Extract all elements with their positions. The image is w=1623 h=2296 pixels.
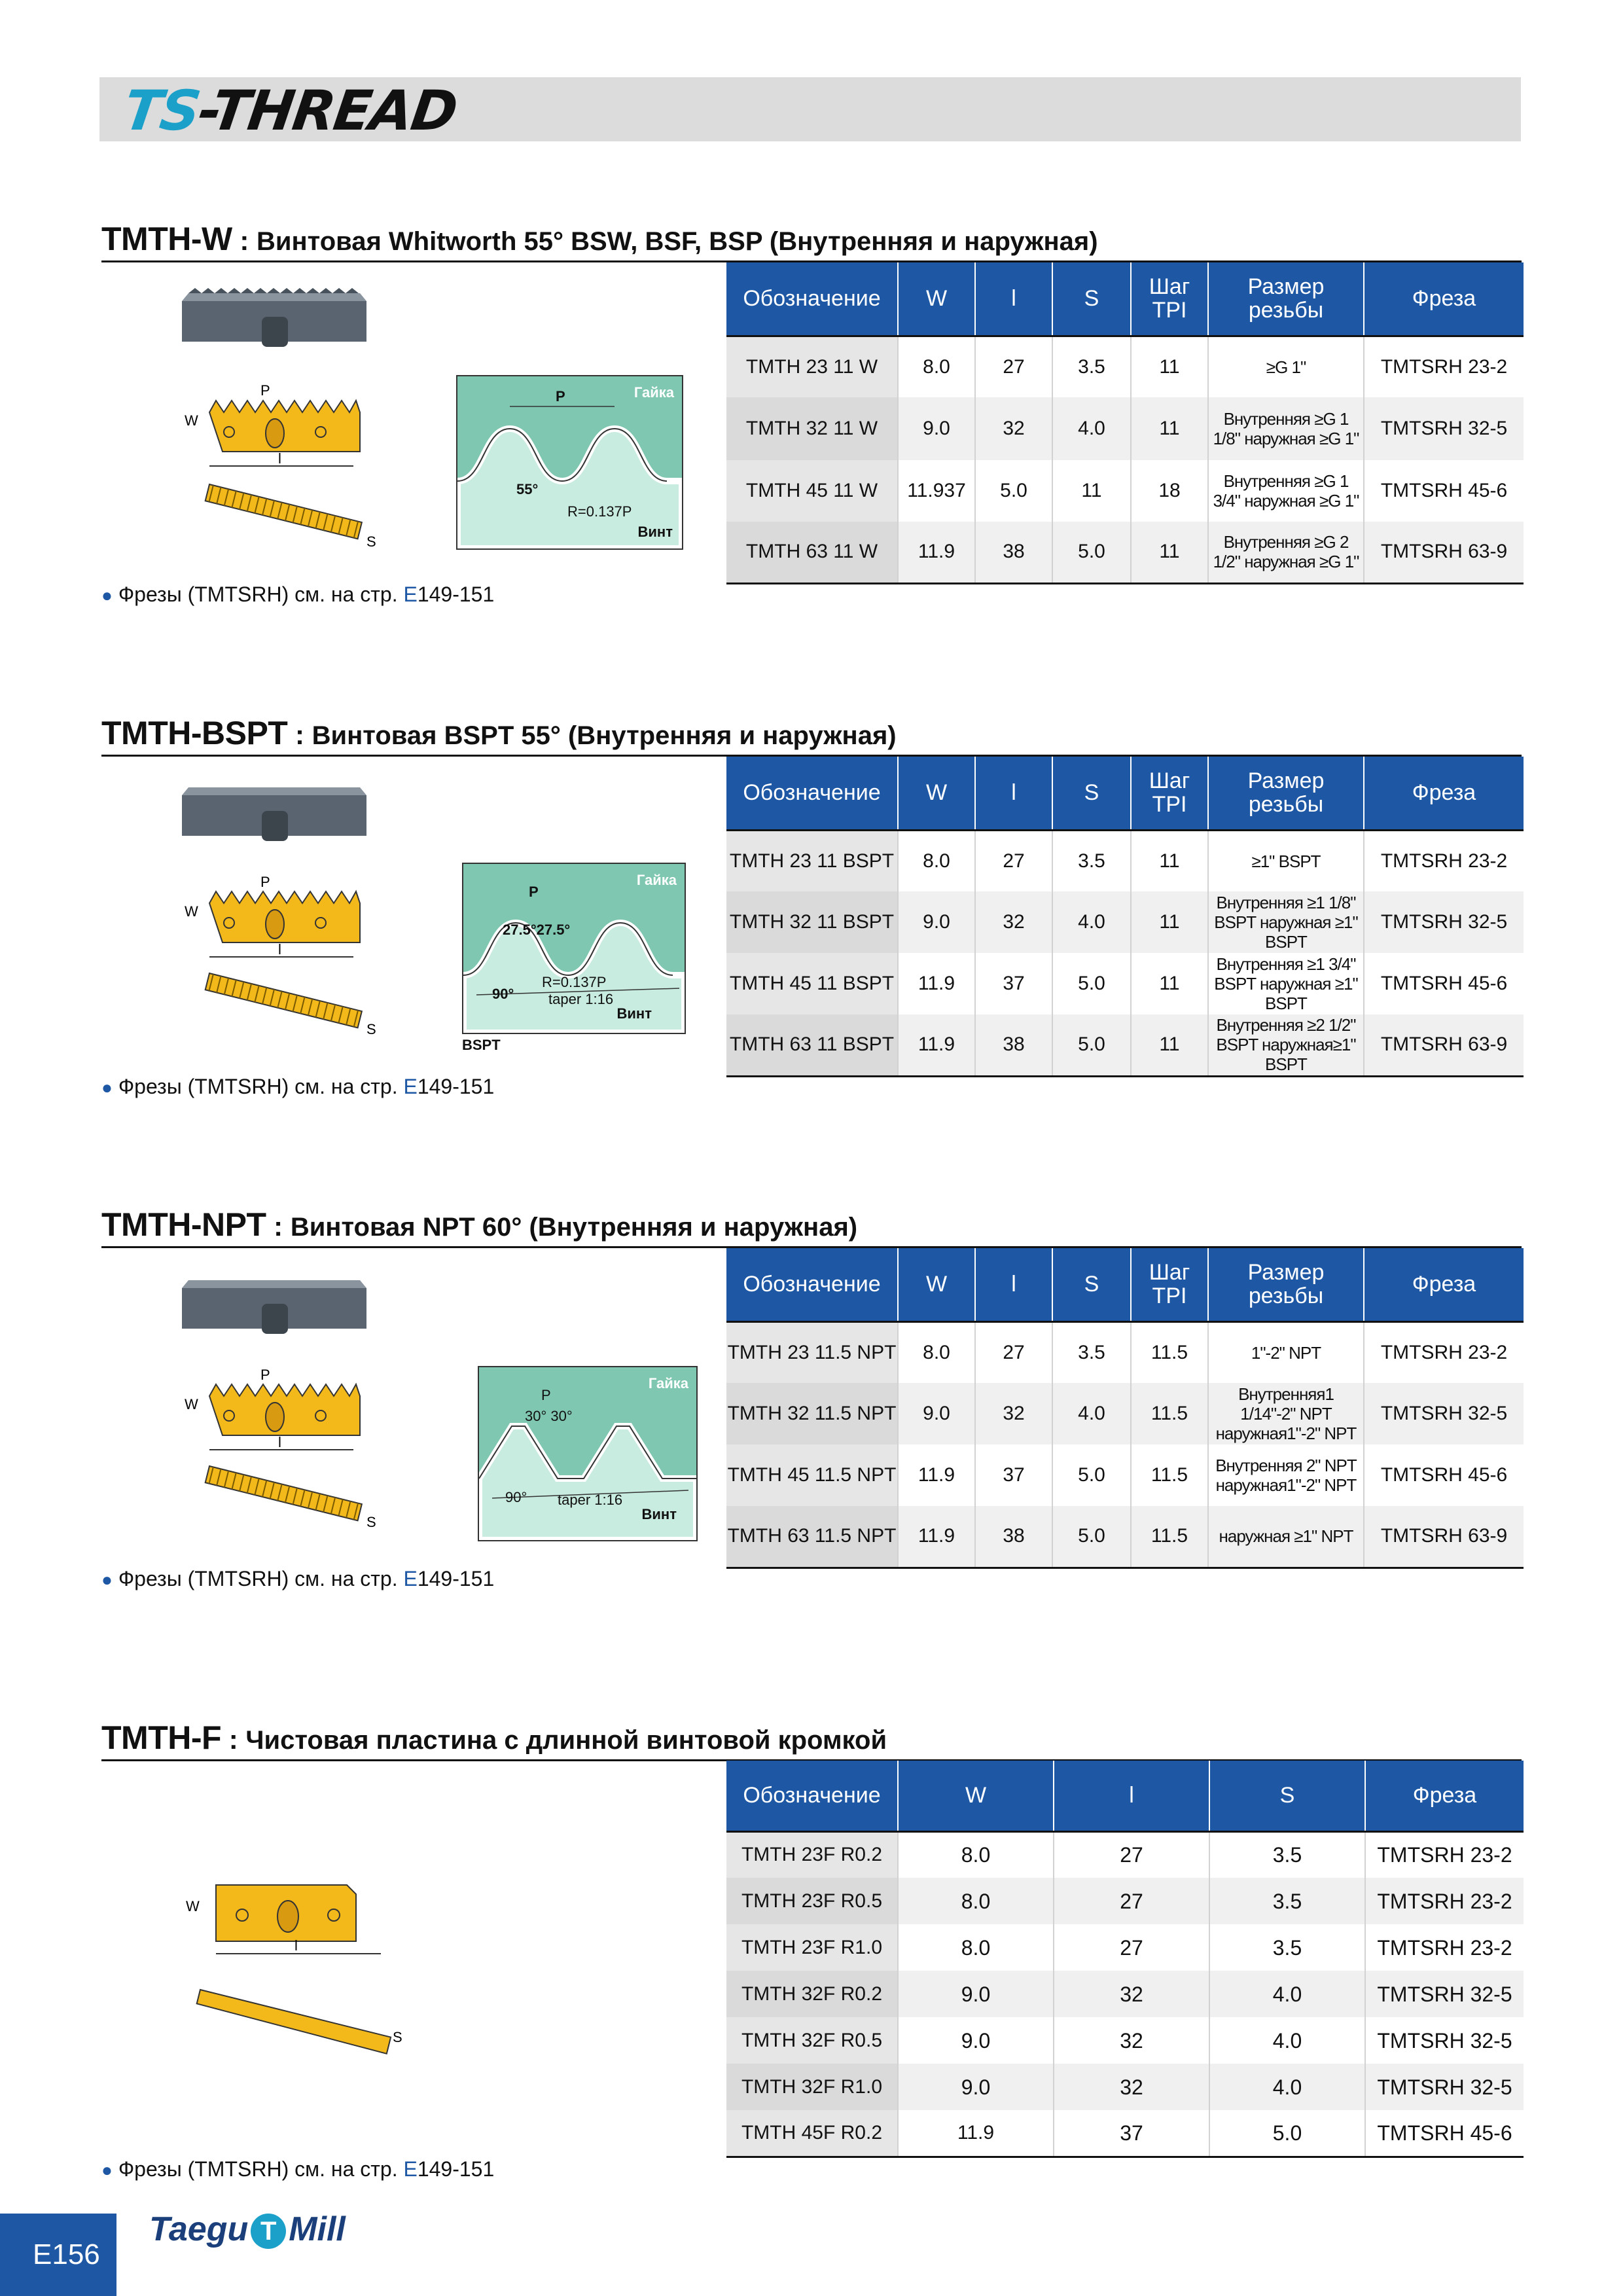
insert-yellow-front bbox=[209, 891, 360, 942]
col-cutter: Фреза bbox=[1365, 1761, 1524, 1831]
tmth-npt-insert-drawing bbox=[170, 1275, 380, 1556]
col-thread-size: Размер резьбы bbox=[1208, 1248, 1364, 1321]
col-designation: Обозначение bbox=[726, 757, 898, 830]
table-row: TMTH 45F R0.2 11.9 37 5.0 TMTSRH 45-6 bbox=[726, 2110, 1524, 2157]
bspt-caption: BSPT bbox=[462, 1037, 501, 1053]
tmth-w-insert-drawing bbox=[170, 288, 380, 576]
col-cutter: Фреза bbox=[1364, 262, 1524, 336]
insert-yellow-front bbox=[209, 1384, 360, 1435]
footnote-tmth-w: ● Фрезы (TMTSRH) см. на стр. E149-151 bbox=[101, 583, 495, 606]
insert-side-strip bbox=[196, 1990, 391, 2054]
table-row: TMTH 23F R0.5 8.0 27 3.5 TMTSRH 23-2 bbox=[726, 1878, 1524, 1924]
section-title-tmth-bspt: TMTH-BSPT : Винтовая BSPT 55° (Внутренняя и наружная) bbox=[101, 714, 1522, 757]
footnote-tmth-bspt: ● Фрезы (TMTSRH) см. на стр. E149-151 bbox=[101, 1075, 495, 1098]
page-number: E156 bbox=[33, 2238, 100, 2270]
table-row: TMTH 32 11 BSPT 9.0 32 4.0 11 Внутренняя ≥1 1/8" BSPT наружная ≥1" BSPT TMTSRH 32-5 bbox=[726, 891, 1524, 953]
table-row: TMTH 63 11 BSPT 11.9 38 5.0 11 Внутренняя ≥2 1/2" BSPT наружная≥1" BSPT TMTSRH 63-9 bbox=[726, 1014, 1524, 1076]
svg-text:P: P bbox=[260, 1367, 270, 1383]
col-tpi: Шаг TPI bbox=[1131, 262, 1208, 336]
svg-text:l: l bbox=[278, 450, 281, 467]
table-tmth-w bbox=[726, 262, 1524, 584]
table-row: TMTH 23 11 W 8.0 27 3.5 11 ≥G 1" TMTSRH 23-2 bbox=[726, 336, 1524, 397]
svg-text:S: S bbox=[393, 2029, 402, 2045]
col-designation: Обозначение bbox=[726, 262, 898, 336]
insert-3d-icon bbox=[182, 1280, 366, 1334]
col-cutter: Фреза bbox=[1364, 757, 1524, 830]
table-row: TMTH 45 11 BSPT 11.9 37 5.0 11 Внутренняя ≥1 3/4" BSPT наружная ≥1" BSPT TMTSRH 45-6 bbox=[726, 953, 1524, 1014]
table-row: TMTH 32F R1.0 9.0 32 4.0 TMTSRH 32-5 bbox=[726, 2064, 1524, 2110]
ts-thread-logo: TS-THREAD bbox=[120, 79, 461, 143]
col-s: S bbox=[1052, 262, 1131, 336]
table-row: TMTH 32 11 W 9.0 32 4.0 11 Внутренняя ≥G 1 1/8" наружная ≥G 1" TMTSRH 32-5 bbox=[726, 397, 1524, 460]
table-tmth-f bbox=[726, 1761, 1524, 2158]
col-thread-size: Размер резьбы bbox=[1208, 262, 1364, 336]
svg-text:l: l bbox=[278, 941, 281, 958]
svg-text:W: W bbox=[186, 1898, 200, 1914]
table-row: TMTH 45 11.5 NPT 11.9 37 5.0 11.5 Внутренняя 2" NPT наружная1"-2" NPT TMTSRH 45-6 bbox=[726, 1444, 1524, 1506]
table-row: TMTH 32F R0.2 9.0 32 4.0 TMTSRH 32-5 bbox=[726, 1971, 1524, 2017]
insert-3d-icon bbox=[182, 288, 366, 347]
table-row: TMTH 63 11.5 NPT 11.9 38 5.0 11.5 наружная ≥1" NPT TMTSRH 63-9 bbox=[726, 1506, 1524, 1568]
tmth-w-thread-profile: Гайка P 55° R=0.137P Винт bbox=[456, 375, 683, 550]
section-title-tmth-npt: TMTH-NPT : Винтовая NPT 60° (Внутренняя и наружная) bbox=[101, 1206, 1522, 1248]
col-l: l bbox=[975, 757, 1052, 830]
col-w: W bbox=[898, 1761, 1054, 1831]
insert-side-strip bbox=[205, 973, 362, 1028]
table-row: TMTH 23F R1.0 8.0 27 3.5 TMTSRH 23-2 bbox=[726, 1924, 1524, 1971]
svg-text:P: P bbox=[260, 382, 270, 399]
section-title-tmth-w: TMTH-W : Винтовая Whitworth 55° BSW, BSF, BSP (Внутренняя и наружная) bbox=[101, 220, 1522, 262]
col-tpi: Шаг TPI bbox=[1131, 757, 1208, 830]
col-cutter: Фреза bbox=[1364, 1248, 1524, 1321]
svg-text:l: l bbox=[294, 1937, 298, 1954]
tmth-f-insert-drawing bbox=[177, 1872, 425, 2081]
col-tpi: Шаг TPI bbox=[1131, 1248, 1208, 1321]
insert-side-strip bbox=[205, 1466, 362, 1520]
col-designation: Обозначение bbox=[726, 1761, 898, 1831]
col-w: W bbox=[898, 1248, 975, 1321]
svg-text:W: W bbox=[185, 1396, 198, 1412]
col-l: l bbox=[975, 262, 1052, 336]
svg-text:P: P bbox=[260, 874, 270, 890]
col-s: S bbox=[1209, 1761, 1365, 1831]
col-w: W bbox=[898, 262, 975, 336]
section-title-tmth-f: TMTH-F : Чистовая пластина с длинной винтовой кромкой bbox=[101, 1719, 1522, 1761]
table-tmth-bspt bbox=[726, 757, 1524, 1077]
table-row: TMTH 23 11.5 NPT 8.0 27 3.5 11.5 1"-2" NPT TMTSRH 23-2 bbox=[726, 1321, 1524, 1383]
taegutec-mill-logo: Taegu T Mill bbox=[149, 2210, 346, 2248]
insert-yellow-front bbox=[209, 401, 360, 452]
footnote-tmth-npt: ● Фрезы (TMTSRH) см. на стр. E149-151 bbox=[101, 1567, 495, 1590]
table-row: TMTH 23 11 BSPT 8.0 27 3.5 11 ≥1" BSPT TMTSRH 23-2 bbox=[726, 830, 1524, 891]
col-thread-size: Размер резьбы bbox=[1208, 757, 1364, 830]
footnote-tmth-f: ● Фрезы (TMTSRH) см. на стр. E149-151 bbox=[101, 2157, 495, 2181]
col-s: S bbox=[1052, 1248, 1131, 1321]
table-row: TMTH 23F R0.2 8.0 27 3.5 TMTSRH 23-2 bbox=[726, 1831, 1524, 1878]
insert-side-strip bbox=[205, 484, 362, 539]
col-w: W bbox=[898, 757, 975, 830]
table-row: TMTH 32 11.5 NPT 9.0 32 4.0 11.5 Внутренняя1 1/14"-2" NPT наружная1"-2" NPT TMTSRH 32-5 bbox=[726, 1383, 1524, 1444]
tmth-bspt-thread-profile: Гайка P 27.5°27.5° R=0.137P 90° taper 1:16 Винт bbox=[462, 863, 686, 1034]
col-l: l bbox=[975, 1248, 1052, 1321]
table-row: TMTH 32F R0.5 9.0 32 4.0 TMTSRH 32-5 bbox=[726, 2017, 1524, 2064]
tmth-npt-thread-profile: Гайка P 30° 30° 90° taper 1:16 Винт bbox=[478, 1366, 698, 1541]
col-designation: Обозначение bbox=[726, 1248, 898, 1321]
col-s: S bbox=[1052, 757, 1131, 830]
svg-text:S: S bbox=[366, 1021, 376, 1037]
svg-text:W: W bbox=[185, 412, 198, 429]
table-row: TMTH 45 11 W 11.937 5.0 11 18 Внутренняя ≥G 1 3/4" наружная ≥G 1" TMTSRH 45-6 bbox=[726, 460, 1524, 522]
insert-yellow-front bbox=[216, 1885, 356, 1941]
svg-text:l: l bbox=[278, 1434, 281, 1450]
svg-text:S: S bbox=[366, 1514, 376, 1530]
table-tmth-npt bbox=[726, 1248, 1524, 1569]
col-l: l bbox=[1054, 1761, 1209, 1831]
insert-3d-icon bbox=[182, 787, 366, 841]
tmth-bspt-insert-drawing bbox=[170, 782, 380, 1064]
svg-text:S: S bbox=[366, 533, 376, 550]
table-row: TMTH 63 11 W 11.9 38 5.0 11 Внутренняя ≥G 2 1/2" наружная ≥G 1" TMTSRH 63-9 bbox=[726, 522, 1524, 583]
svg-text:W: W bbox=[185, 903, 198, 920]
